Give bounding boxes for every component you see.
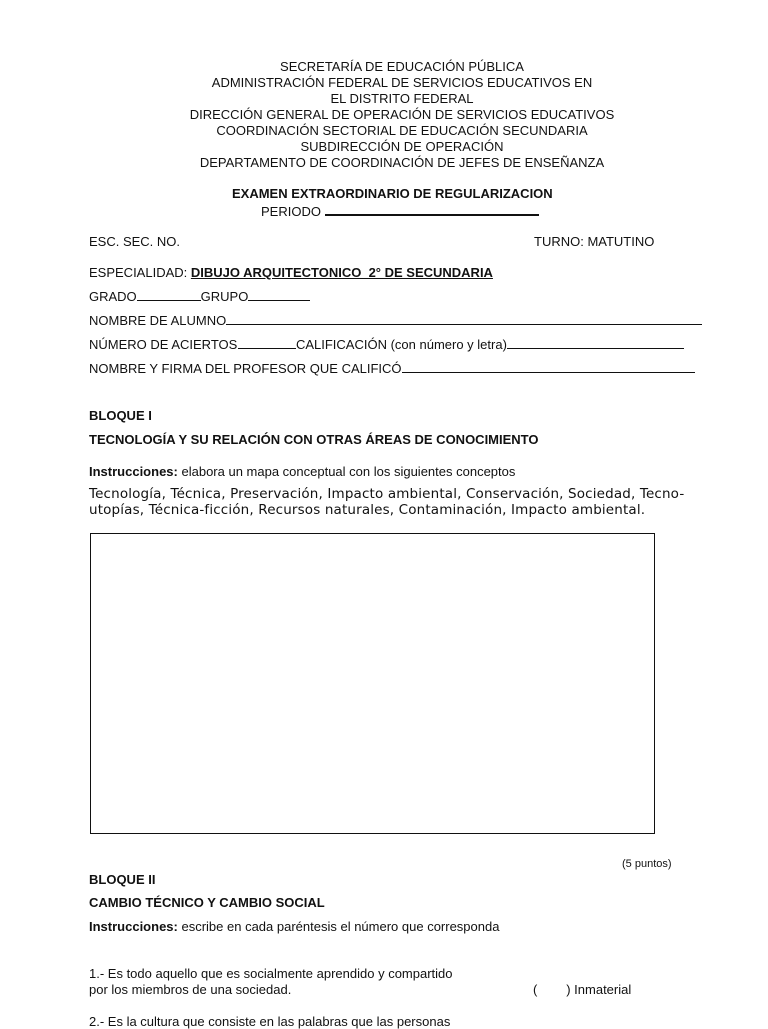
grade-group-field[interactable]	[89, 289, 310, 304]
grade-score-line[interactable]	[507, 337, 684, 349]
header-line-4: DIRECCIÓN GENERAL DE OPERACIÓN DE SERVICIOS EDUCATIVOS	[189, 107, 615, 122]
teacher-line[interactable]	[402, 361, 695, 373]
header-line-6: SUBDIRECCIÓN DE OPERACIÓN	[300, 139, 504, 154]
block2-title: BLOQUE II	[89, 872, 156, 887]
block1-subtitle: TECNOLOGÍA Y SU RELACIÓN CON OTRAS ÁREAS DE CONOCIMIENTO	[89, 432, 539, 447]
group-label: GRUPO	[200, 289, 249, 304]
concepts-line-2: utopías, Técnica-ficción, Recursos naturales, Contaminación, Impacto ambiental.	[89, 502, 646, 518]
period-field[interactable]	[261, 203, 539, 219]
concept-map-box[interactable]	[90, 533, 655, 834]
period-line[interactable]	[325, 203, 539, 216]
grade-line[interactable]	[137, 289, 201, 301]
group-line[interactable]	[248, 289, 310, 301]
specialty-label: ESPECIALIDAD:	[89, 265, 188, 280]
block1-title: BLOQUE I	[89, 408, 152, 423]
question-1-line-1: 1.- Es todo aquello que es socialmente aprendido y compartido	[89, 966, 453, 981]
concepts-line-1: Tecnología, Técnica, Preservación, Impacto ambiental, Conservación, Sociedad, Tecno-	[89, 486, 685, 502]
question-1-answer[interactable]: ( ) Inmaterial	[533, 982, 632, 997]
student-label: NOMBRE DE ALUMNO	[89, 313, 227, 328]
header-line-2: ADMINISTRACIÓN FEDERAL DE SERVICIOS EDUCATIVOS EN	[211, 75, 593, 90]
header-line-1: SECRETARÍA DE EDUCACIÓN PÚBLICA	[280, 59, 524, 74]
question-2-line-1: 2.- Es la cultura que consiste en las palabras que las personas	[89, 1014, 451, 1029]
block1-points: (5 puntos)	[622, 858, 672, 870]
block2-subtitle: CAMBIO TÉCNICO Y CAMBIO SOCIAL	[89, 895, 325, 910]
block2-instructions-label: Instrucciones:	[89, 919, 178, 934]
block1-instructions-text: elabora un mapa conceptual con los siguientes conceptos	[181, 464, 516, 479]
exam-title: EXAMEN EXTRAORDINARIO DE REGULARIZACION	[232, 186, 553, 201]
header-line-5: COORDINACIÓN SECTORIAL DE EDUCACIÓN SECUNDARIA	[216, 123, 588, 138]
grade-label: GRADO	[89, 289, 137, 304]
student-line[interactable]	[226, 313, 702, 325]
question-1-line-2: por los miembros de una sociedad.	[89, 982, 292, 997]
hits-label: NÚMERO DE ACIERTOS	[89, 337, 238, 352]
header-line-7: DEPARTAMENTO DE COORDINACIÓN DE JEFES DE ENSEÑANZA	[199, 155, 605, 170]
block2-instructions	[89, 919, 499, 934]
school-label: ESC. SEC. NO.	[89, 234, 181, 249]
block1-instructions-label: Instrucciones:	[89, 464, 178, 479]
block1-instructions	[89, 464, 515, 479]
student-field[interactable]	[89, 313, 702, 328]
specialty-value: DIBUJO ARQUITECTONICO 2° DE SECUNDARIA	[190, 265, 493, 280]
period-label: PERIODO	[261, 204, 321, 219]
shift-label: TURNO: MATUTINO	[534, 234, 655, 249]
specialty-field	[89, 265, 493, 280]
grade-score-label: CALIFICACIÓN (con número y letra)	[295, 337, 507, 352]
block2-instructions-text: escribe en cada paréntesis el número que corresponda	[181, 919, 500, 934]
hits-line[interactable]	[238, 337, 296, 349]
teacher-label: NOMBRE Y FIRMA DEL PROFESOR QUE CALIFICÓ	[89, 361, 402, 376]
header-line-3: EL DISTRITO FEDERAL	[330, 91, 474, 106]
score-field[interactable]	[89, 337, 684, 352]
teacher-field[interactable]	[89, 361, 695, 376]
